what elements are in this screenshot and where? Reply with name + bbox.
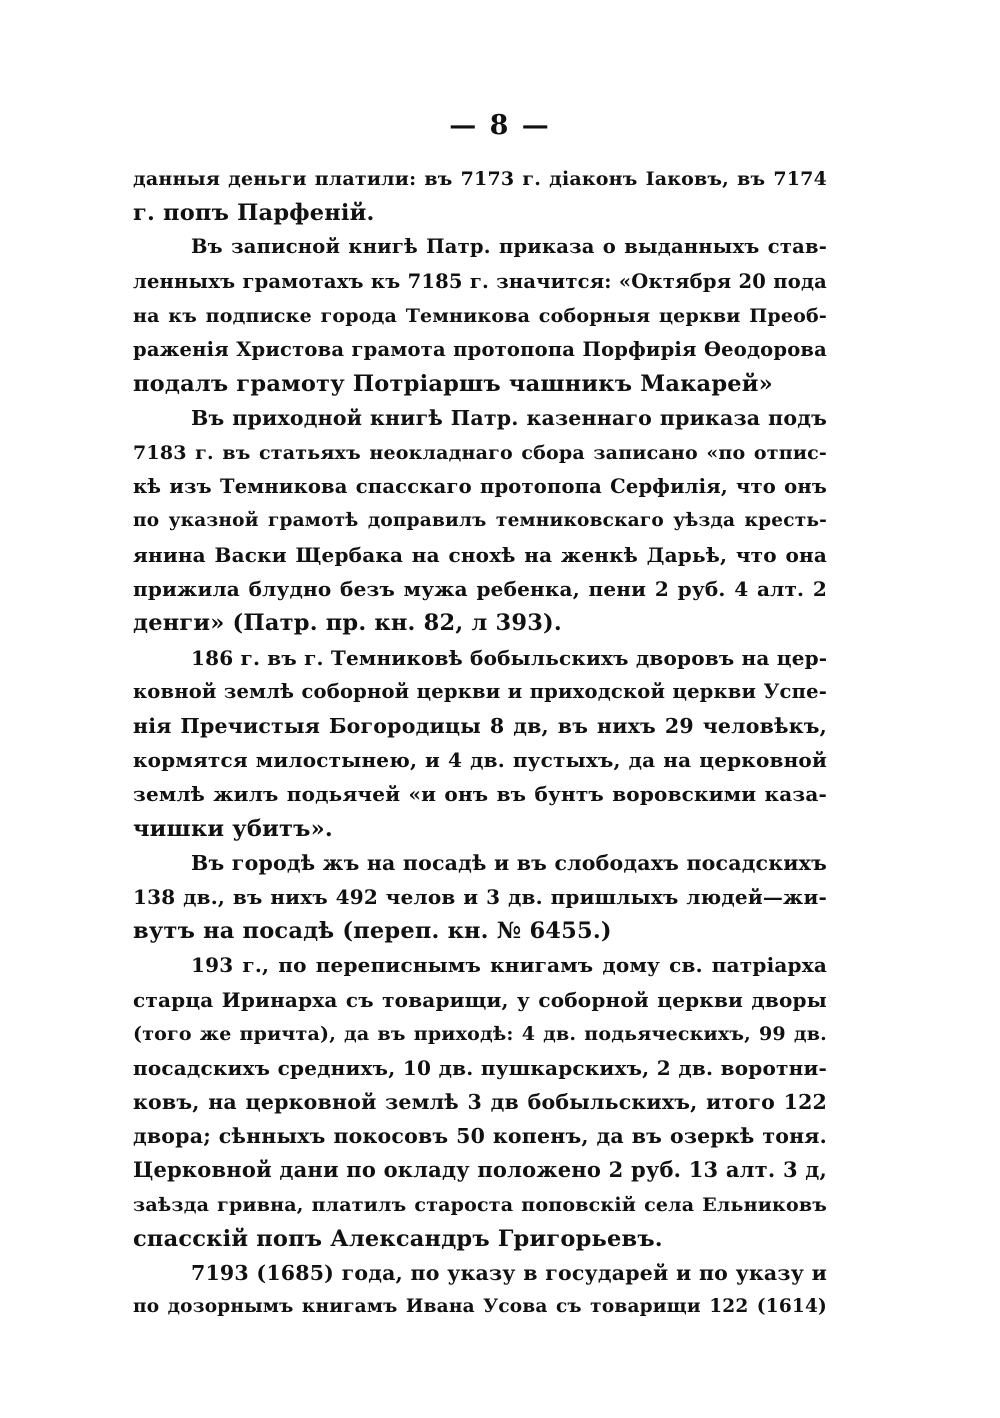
text-line: Въ приходной книгѣ Патр. казеннаго приказа подъ bbox=[191, 406, 827, 431]
text-line: чишки убитъ». bbox=[133, 815, 333, 842]
text-line: прижила блудно безъ мужа ребенка, пени 2 руб. 4 алт. 2 bbox=[133, 577, 827, 602]
text-line: данныя деньги платили: въ 7173 г. діаконъ Іаковъ, въ 7174 bbox=[133, 168, 827, 190]
text-line: заѣзда гривна, платилъ староста поповскій села Ельниковъ bbox=[133, 1193, 827, 1216]
text-line: кѣ изъ Темникова спасскаго протопопа Серфилія, что онъ bbox=[133, 474, 827, 498]
text-line: (того же причта), да въ приходѣ: 4 дв. подьяческихъ, 99 дв. bbox=[133, 1022, 827, 1045]
text-line: ленныхъ грамотахъ къ 7185 г. значится: «Октября 20 пода bbox=[133, 269, 827, 293]
text-line: янина Васки Щербака на снохѣ на женкѣ Дарьѣ, что она bbox=[133, 543, 827, 568]
text-line: ковъ, на церковной землѣ 3 дв бобыльскихъ, итого 122 bbox=[133, 1090, 827, 1115]
text-line: старца Иринарха съ товарищи, у соборной церкви дворы bbox=[133, 987, 827, 1012]
text-line: на къ подписке города Темникова соборныя церкви Преоб- bbox=[133, 304, 827, 327]
text-line: подалъ грамоту Потріаршъ чашникъ Макарей» bbox=[133, 371, 773, 398]
text-line: ковной землѣ соборной церкви и приходской церкви Успе- bbox=[133, 679, 827, 703]
text-line: 186 г. въ г. Темниковѣ бобыльскихъ дворовъ на цер- bbox=[191, 645, 828, 670]
text-line: спасскій попъ Александръ Григорьевъ. bbox=[133, 1225, 663, 1252]
text-line: 7183 г. въ статьяхъ неокладнаго сбора записано «по отпис- bbox=[133, 441, 827, 464]
page-number: — 8 — bbox=[449, 110, 551, 141]
text-line: раженія Христова грамота протопопа Порфирія Ѳеодорова bbox=[133, 337, 827, 361]
body-text bbox=[133, 162, 827, 1324]
text-line: землѣ жилъ подьячей «и онъ въ бунтъ воровскими каза- bbox=[133, 782, 827, 807]
text-line: вутъ на посадѣ (переп. кн. № 6455.) bbox=[133, 918, 612, 945]
text-line: посадскихъ среднихъ, 10 дв. пушкарскихъ, 2 дв. воротни- bbox=[133, 1055, 827, 1080]
text-line: по дозорнымъ книгамъ Ивана Усова съ товарищи 122 (1614) bbox=[133, 1296, 827, 1318]
text-line: Церковной дани по окладу положено 2 руб. 13 алт. 3 д, bbox=[133, 1157, 827, 1183]
text-line: 138 дв., въ нихъ 492 челов и 3 дв. пришлыхъ людей—жи- bbox=[133, 884, 827, 909]
text-line: 193 г., по переписнымъ книгамъ дому св. патріарха bbox=[191, 953, 827, 978]
text-line: двора; сѣнныхъ покосовъ 50 копенъ, да въ озеркѣ тоня. bbox=[133, 1124, 827, 1149]
text-line: кормятся милостынею, и 4 дв. пустыхъ, да на церковной bbox=[133, 748, 827, 773]
text-line: Въ городѣ жъ на посадѣ и въ слободахъ посадскихъ bbox=[191, 850, 827, 875]
text-line: нія Пречистыя Богородицы 8 дв, въ нихъ 29 человѣкъ, bbox=[133, 714, 827, 738]
text-line: по указной грамотѣ доправилъ темниковскаго уѣзда кресть- bbox=[133, 509, 827, 531]
text-line: денги» (Патр. пр. кн. 82, л 393). bbox=[133, 610, 562, 637]
text-line: г. попъ Парфеній. bbox=[133, 200, 375, 227]
text-line: Въ записной книгѣ Патр. приказа о выданныхъ став- bbox=[191, 235, 827, 259]
text-line: 7193 (1685) года, по указу в государей и по указу и bbox=[191, 1261, 827, 1285]
